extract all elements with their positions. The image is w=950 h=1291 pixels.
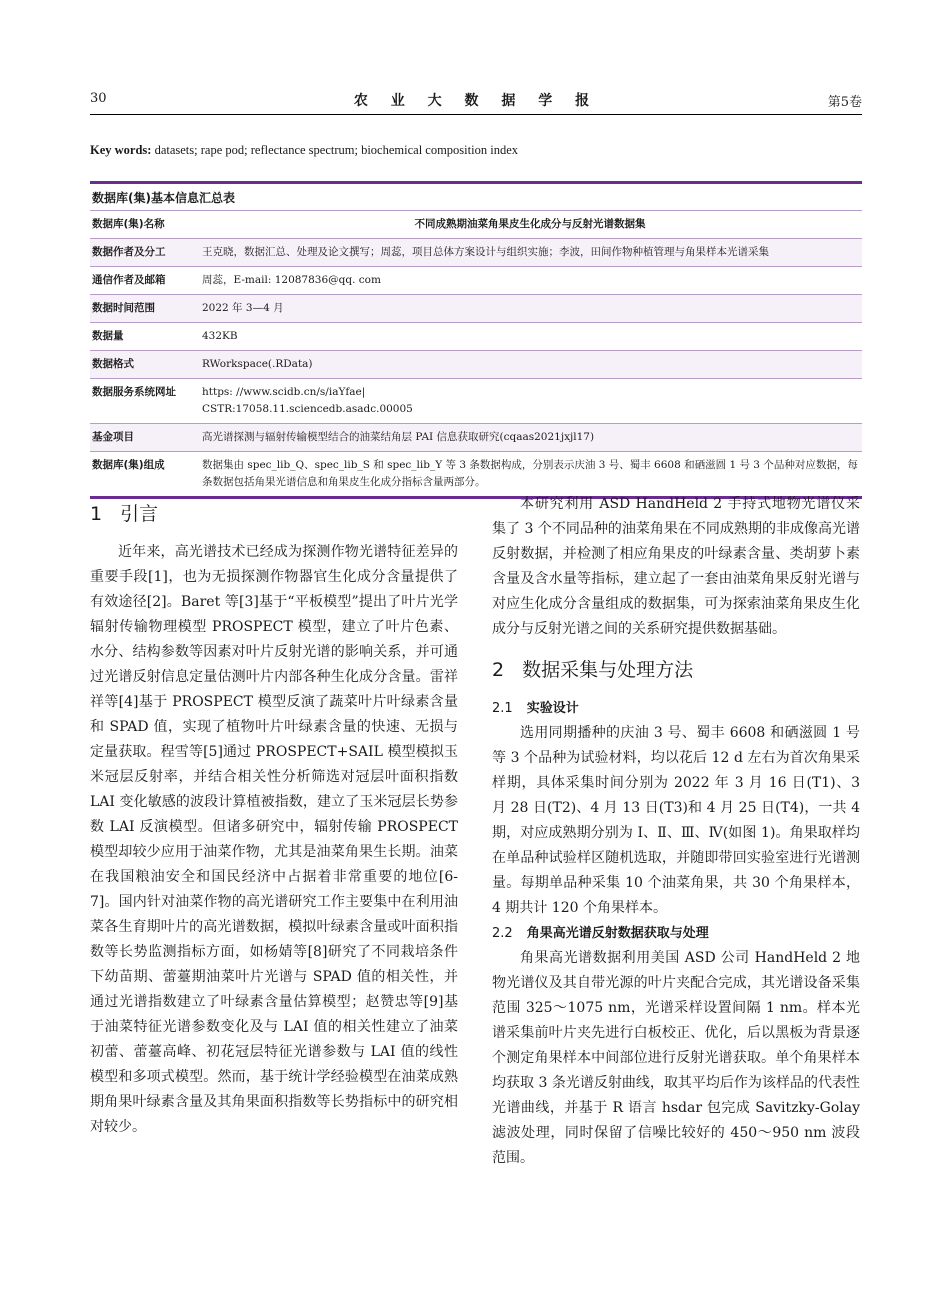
row-label: 数据作者及分工 <box>92 246 166 258</box>
dataset-url[interactable]: https: //www.scidb.cn/s/iaYfae| <box>202 386 366 398</box>
subsection-2-2-heading <box>492 921 860 946</box>
keywords-text: datasets; rape pod; reflectance spectrum; biochemical composition index <box>151 143 518 157</box>
row-label: 基金项目 <box>92 431 134 443</box>
dataset-cstr: CSTR:17058.11.sciencedb.asadc.00005 <box>202 403 413 415</box>
keywords-label: Key words: <box>90 143 152 157</box>
volume-label: 第5卷 <box>827 95 862 110</box>
row-value <box>198 379 862 423</box>
table-row <box>90 423 862 451</box>
row-value: RWorkspace(.RData) <box>202 358 313 370</box>
table-row <box>90 266 862 294</box>
section-title: 数据采集与处理方法 <box>522 659 694 681</box>
row-label: 通信作者及邮箱 <box>92 274 166 286</box>
subsection-number: 2.2 <box>492 926 513 941</box>
subsection-title: 实验设计 <box>526 701 579 716</box>
page-number: 30 <box>90 91 107 106</box>
row-value: 王克晓，数据汇总、处理及论文撰写；周蕊，项目总体方案设计与组织实施；李波，田间作物种植管理与角果样本光谱采集 <box>202 246 769 258</box>
right-column <box>492 492 860 1171</box>
section-title: 引言 <box>120 503 159 525</box>
dataset-info-table <box>90 181 862 499</box>
section-number: 1 <box>90 503 103 525</box>
row-value: 2022 年 3—4 月 <box>202 302 284 314</box>
left-column <box>90 500 458 1140</box>
section-2-heading <box>492 656 860 684</box>
row-label: 数据服务系统网址 <box>92 386 176 398</box>
journal-title: 农 业 大 数 据 学 报 <box>353 93 599 109</box>
row-label: 数据库(集)名称 <box>92 218 165 230</box>
table-row <box>90 322 862 350</box>
subsection-2-1-heading <box>492 696 860 721</box>
subsection-number: 2.1 <box>492 701 513 716</box>
keywords <box>90 143 862 158</box>
table-row <box>90 210 862 238</box>
row-label: 数据库(集)组成 <box>92 459 165 471</box>
row-value: 数据集由 spec_lib_Q、spec_lib_S 和 spec_lib_Y 等 3 条数据构成，分别表示庆油 3 号、蜀丰 6608 和硒滋圆 1 号 3 个品种对应数据，每条数据包括角果光谱信息和角果皮生化成分指标含量两部分。 <box>202 459 858 488</box>
row-value: 高光谱探测与辐射传输模型结合的油菜结角层 PAI 信息获取研究(cqaas2021jxjl17) <box>202 431 595 443</box>
spectral-paragraph: 角果高光谱数据利用美国 ASD 公司 HandHeld 2 地物光谱仪及其自带光源的叶片夹配合完成，其光谱设备采集范围 325～1075 nm，光谱采样设置间隔 1 nm。样本光谱采集前叶片夹先进行白板校正、优化，后以黑板为背景逐个测定角果样本中间部位进行反射光谱获取。单个角果样本均获取 3 条光谱反射曲线，取其平均后作为该样品的代表性光谱曲线，并基于 R 语言 hsdar 包完成 Savitzky-Golay 滤波处理，同时保留了信噪比较好的 450～950 nm 波段范围。 <box>492 950 860 1166</box>
intro-paragraph: 近年来，高光谱技术已经成为探测作物光谱特征差异的重要手段[1]，也为无损探测作物器官生化成分含量提供了有效途径[2]。Baret 等[3]基于“平板模型”提出了叶片光学辐射传输物理模型 PROSPECT 模型，建立了叶片色素、水分、结构参数等因素对叶片反射光谱的影响关系，并可通过光谱反射信息定量估测叶片内部各种生化成分含量。雷祥祥等[4]基于 PROSPECT 模型反演了蔬菜叶片叶绿素含量和 SPAD 值，实现了植物叶片叶绿素含量的快速、无损与定量获取。程雪等[5]通过 PROSPECT+SAIL 模型模拟玉米冠层反射率，并结合相关性分析筛选对冠层叶面积指数 LAI 变化敏感的波段计算植被指数，建立了玉米冠层长势参数 LAI 反演模型。但诸多研究中，辐射传输 PROSPECT 模型却较少应用于油菜作物，尤其是油菜角果生长期。油菜在我国粮油安全和国民经济中占据着非常重要的地位[6-7]。国内针对油菜作物的高光谱研究工作主要集中在利用油菜各生育期叶片的高光谱数据，模拟叶绿素含量或叶面积指数等长势监测指标方面，如杨婧等[8]研究了不同栽培条件下幼苗期、蕾薹期油菜叶片光谱与 SPAD 值的相关性，并通过光谱指数建立了叶绿素含量估算模型；赵赞忠等[9]基于油菜特征光谱参数变化及与 LAI 值的相关性建立了油菜初蕾、蕾薹高峰、初花冠层特征光谱参数与 LAI 值的线性模型和多项式模型。然而，基于统计学经验模型在油菜成熟期角果叶绿素含量及其角果面积指数等长势指标中的研究相对较少。 <box>90 544 458 1135</box>
row-value: 432KB <box>202 330 238 342</box>
table-row <box>90 350 862 378</box>
row-label: 数据时间范围 <box>92 302 155 314</box>
info-table-title: 数据库(集)基本信息汇总表 <box>90 184 862 210</box>
table-row <box>90 451 862 496</box>
section-1-heading <box>90 500 458 528</box>
experiment-paragraph: 选用同期播种的庆油 3 号、蜀丰 6608 和硒滋圆 1 号等 3 个品种为试验材料，均以花后 12 d 左右为首次角果采样期，具体采集时间分别为 2022 年 3 月 16 日(T1)、3 月 28 日(T2)、4 月 13 日(T3)和 4 月 25 日(T4)，一共 4 期，对应成熟期分别为 Ⅰ、Ⅱ、Ⅲ、Ⅳ(如图 1)。角果取样均在单品种试验样区随机选取，并随即带回实验室进行光谱测量。每期单品种采集 10 个油菜角果，共 30 个角果样本，4 期共计 120 个角果样本。 <box>492 725 860 916</box>
table-row <box>90 294 862 322</box>
table-row <box>90 238 862 266</box>
row-label: 数据格式 <box>92 358 134 370</box>
subsection-title: 角果高光谱反射数据获取与处理 <box>526 926 709 941</box>
row-value: 不同成熟期油菜角果皮生化成分与反射光谱数据集 <box>414 218 646 230</box>
row-label: 数据量 <box>92 330 124 342</box>
intro-paragraph-2: 本研究利用 ASD HandHeld 2 手持式地物光谱仪采集了 3 个不同品种的油菜角果在不同成熟期的非成像高光谱反射数据，并检测了相应角果皮的叶绿素含量、类胡萝卜素含量及含水量等指标，建立起了一套由油菜角果反射光谱与对应生化成分含量组成的数据集，可为探索油菜角果皮生化成分与反射光谱之间的关系研究提供数据基础。 <box>492 496 860 637</box>
page-header <box>90 88 862 115</box>
row-value: 周蕊，E-mail: 12087836@qq. com <box>202 274 381 286</box>
section-number: 2 <box>492 659 505 681</box>
table-row <box>90 378 862 423</box>
